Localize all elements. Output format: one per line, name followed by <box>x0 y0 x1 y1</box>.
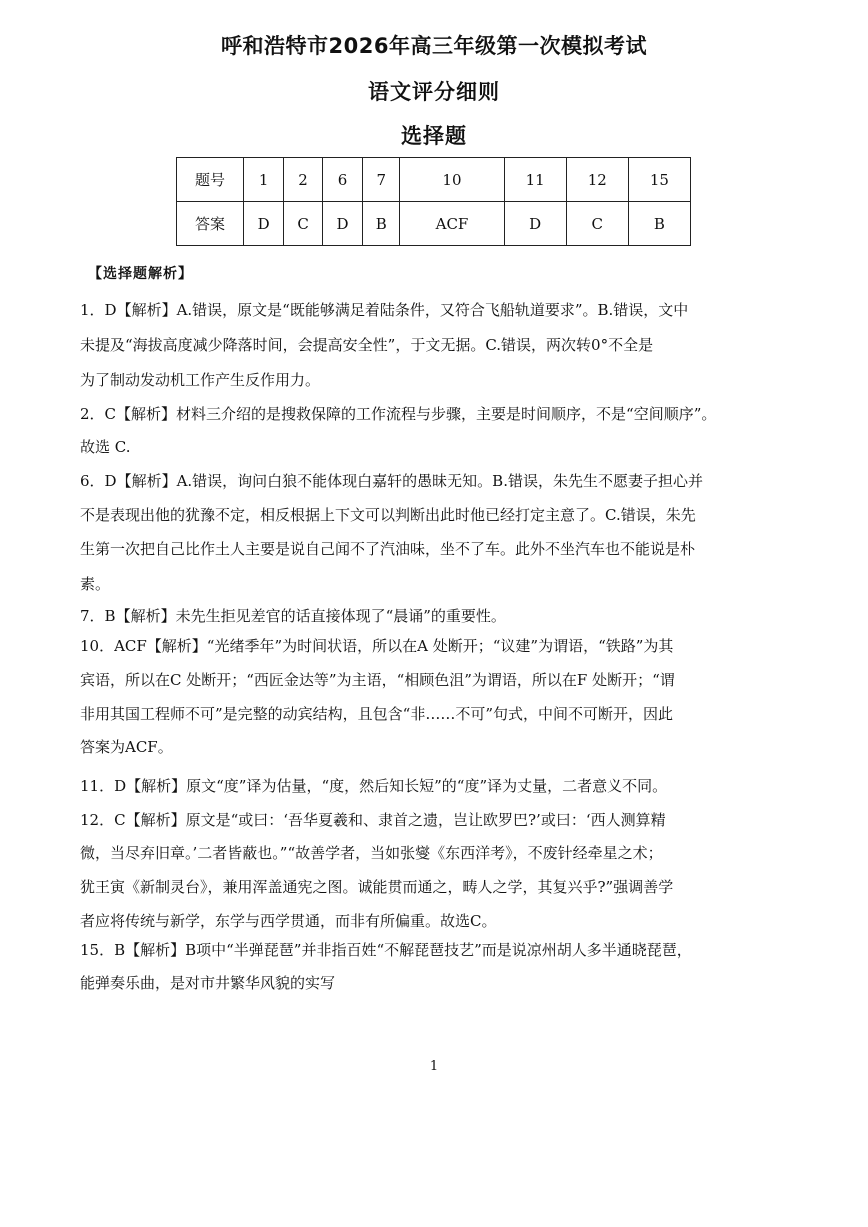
question-number-cell: 11 <box>504 158 566 202</box>
analysis-line: 10．ACF【解析】“光绪季年”为时间状语，所以在A 处断开；“议建”为谓语，“铁路”为其 <box>80 637 674 655</box>
analysis-line: 者应将传统与新学，东学与西学贯通，而非有所偏重。故选C。 <box>80 912 497 930</box>
question-number-cell: 2 <box>284 158 323 202</box>
answer-cell: C <box>284 202 323 246</box>
page-number: 1 <box>429 1059 439 1074</box>
question-number-cell: 12 <box>566 158 628 202</box>
document-subtitle: 语文评分细则 <box>368 80 500 104</box>
analysis-line: 答案为ACF。 <box>80 738 173 756</box>
analysis-line: 素。 <box>80 575 111 593</box>
analysis-line: 宾语，所以在C 处断开；“西匠金达等”为主语，“相顾色沮”为谓语，所以在F 处断开；“谓 <box>80 671 675 689</box>
analysis-section-label: 【选择题解析】 <box>88 266 193 282</box>
exam-title: 呼和浩特市2026年高三年级第一次模拟考试 <box>221 34 647 58</box>
row-label-answer: 答案 <box>177 202 244 246</box>
section-heading: 选择题 <box>401 124 467 148</box>
answer-cell: C <box>566 202 628 246</box>
analysis-line: 生第一次把自己比作土人主要是说自己闻不了汽油味，坐不了车。此外不坐汽车也不能说是朴 <box>80 540 696 558</box>
question-number-row <box>177 158 691 202</box>
analysis-line: 15．B【解析】B项中“半弹琵琶”并非指百姓“不解琵琶技艺”而是说凉州胡人多半通晓琵琶， <box>80 941 692 959</box>
answer-table <box>176 157 691 246</box>
question-number-cell: 15 <box>628 158 690 202</box>
answer-cell: D <box>244 202 284 246</box>
analysis-line: 微，当尽弃旧章。’二者皆蔽也。”“故善学者，当如张燮《东西洋考》，不废针经牵星之术； <box>80 844 663 862</box>
answer-cell: D <box>504 202 566 246</box>
analysis-line: 犹王寅《新制灵台》，兼用浑盖通宪之图。诚能贯而通之，畴人之学，其复兴乎?”强调善学 <box>80 878 674 896</box>
question-number-cell: 1 <box>244 158 284 202</box>
answer-cell: B <box>363 202 400 246</box>
row-label-number: 题号 <box>177 158 244 202</box>
answer-row <box>177 202 691 246</box>
answer-cell: B <box>628 202 690 246</box>
analysis-line: 6．D【解析】A.错误，询问白狼不能体现白嘉轩的愚昧无知。B.错误，朱先生不愿妻子担心并 <box>80 472 703 490</box>
analysis-line: 非用其国工程师不可”是完整的动宾结构，且包含“非……不可”句式，中间不可断开，因此 <box>80 705 674 723</box>
analysis-line: 不是表现出他的犹豫不定，相反根据上下文可以判断出此时他已经打定主意了。C.错误，朱先 <box>80 506 696 524</box>
question-number-cell: 10 <box>400 158 504 202</box>
analysis-line: 能弹奏乐曲，是对市井繁华风貌的实写 <box>80 974 336 992</box>
analysis-line: 未提及“海拔高度减少降落时间，会提高安全性”，于文无据。C.错误，两次转0°不全是 <box>80 336 654 354</box>
question-number-cell: 6 <box>322 158 362 202</box>
analysis-line: 故选 C. <box>80 438 131 456</box>
answer-cell: D <box>322 202 362 246</box>
analysis-line: 2．C【解析】材料三介绍的是搜救保障的工作流程与步骤，主要是时间顺序，不是“空间顺序”。 <box>80 405 717 423</box>
analysis-line: 11．D【解析】原文“度”译为估量，“度，然后知长短”的“度”译为丈量，二者意义不同。 <box>80 777 668 795</box>
analysis-line: 1．D【解析】A.错误，原文是“既能够满足着陆条件，又符合飞船轨道要求”。B.错误，文中 <box>80 301 689 319</box>
question-number-cell: 7 <box>363 158 400 202</box>
analysis-line: 12．C【解析】原文是“或曰：‘吾华夏羲和、隶首之遗，岂让欧罗巴?’或曰：‘西人测算精 <box>80 811 666 829</box>
analysis-line: 7．B【解析】未先生拒见差官的话直接体现了“晨诵”的重要性。 <box>80 607 506 625</box>
answer-cell: ACF <box>400 202 504 246</box>
analysis-line: 为了制动发动机工作产生反作用力。 <box>80 371 321 389</box>
